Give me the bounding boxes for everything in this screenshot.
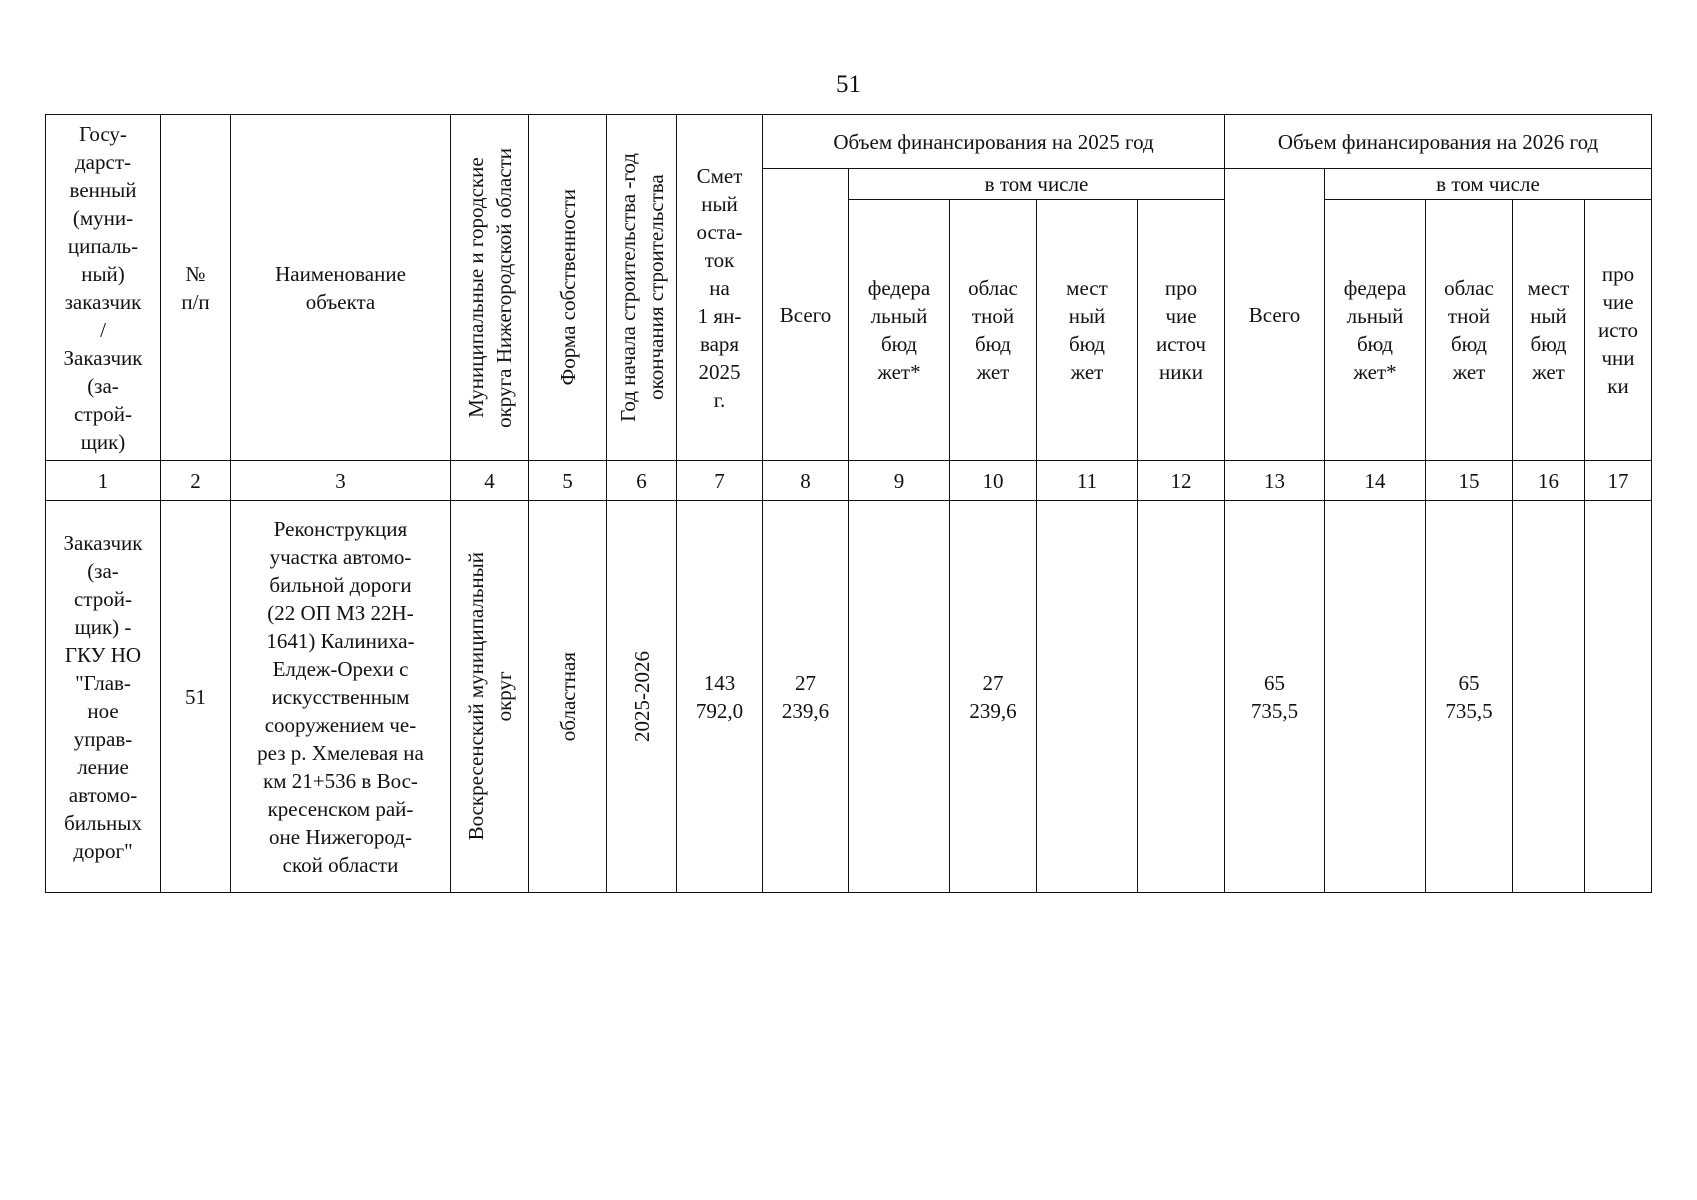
column-number: 14: [1325, 461, 1426, 501]
header-2026-other: про чие исто чни ки: [1585, 200, 1652, 461]
column-number: 11: [1037, 461, 1138, 501]
row-number: 51: [161, 501, 231, 893]
header-2025-local: мест ный бюд жет: [1037, 200, 1138, 461]
header-2026-regional: облас тной бюд жет: [1426, 200, 1513, 461]
header-2025-including: в том числе: [849, 169, 1225, 200]
row-years-cell: [607, 501, 677, 893]
row-2026-federal: [1325, 501, 1426, 893]
column-number: 6: [607, 461, 677, 501]
header-estimate-remainder: Смет ный оста- ток на 1 ян- варя 2025 г.: [677, 115, 763, 461]
row-2025-total: 27 239,6: [763, 501, 849, 893]
column-number: 13: [1225, 461, 1325, 501]
column-number: 8: [763, 461, 849, 501]
header-customer: Госу- дарст- венный (муни- ципаль- ный) заказчик / Заказчик (за- строй- щик): [46, 115, 161, 461]
table-row: [46, 501, 1652, 893]
row-customer: Заказчик (за- строй- щик) - ГКУ НО "Глав- ное управ- ление автомо- бильных дорог": [46, 501, 161, 893]
column-number: 12: [1138, 461, 1225, 501]
row-2025-regional: 27 239,6: [950, 501, 1037, 893]
column-number: 15: [1426, 461, 1513, 501]
row-district: Воскресенский муниципальный округ: [463, 552, 516, 841]
row-2025-federal: [849, 501, 950, 893]
header-2025-regional: облас тной бюд жет: [950, 200, 1037, 461]
row-district-cell: [451, 501, 529, 893]
column-number: 17: [1585, 461, 1652, 501]
column-numbers-row: [46, 461, 1652, 501]
column-number: 10: [950, 461, 1037, 501]
header-group-2026: Объем финансирования на 2026 год: [1225, 115, 1652, 169]
column-number: 9: [849, 461, 950, 501]
header-2025-federal: федера льный бюд жет*: [849, 200, 950, 461]
row-2025-local: [1037, 501, 1138, 893]
row-2026-other: [1585, 501, 1652, 893]
header-2026-local: мест ный бюд жет: [1513, 200, 1585, 461]
financing-table: [45, 114, 1652, 893]
row-estimate-remainder: 143 792,0: [677, 501, 763, 893]
row-2025-other: [1138, 501, 1225, 893]
header-row-1: [46, 115, 1652, 169]
header-2026-including: в том числе: [1325, 169, 1652, 200]
row-years: 2025-2026: [629, 651, 654, 742]
row-2026-local: [1513, 501, 1585, 893]
column-number: 1: [46, 461, 161, 501]
header-group-2025: Объем финансирования на 2025 год: [763, 115, 1225, 169]
header-district: Муниципальные и городские округа Нижегородской области: [463, 147, 516, 428]
header-district-cell: [451, 115, 529, 461]
column-number: 7: [677, 461, 763, 501]
row-object-name: Реконструкция участка автомо- бильной дороги (22 ОП МЗ 22Н- 1641) Калиниха- Елдеж-Орехи с искусственным сооружением че- рез р. Хмелевая на км 21+536 в Вос- кресенском рай- оне Нижегород- ской области: [231, 501, 451, 893]
header-2026-federal: федера льный бюд жет*: [1325, 200, 1426, 461]
row-ownership: областная: [555, 651, 580, 742]
column-number: 3: [231, 461, 451, 501]
header-2025-total: Всего: [763, 169, 849, 461]
header-ownership-cell: [529, 115, 607, 461]
header-2025-other: про чие источ ники: [1138, 200, 1225, 461]
column-number: 16: [1513, 461, 1585, 501]
header-years-cell: [607, 115, 677, 461]
row-ownership-cell: [529, 501, 607, 893]
column-number: 4: [451, 461, 529, 501]
header-years: Год начала строительства -год окончания строительства: [615, 153, 668, 422]
row-2026-total: 65 735,5: [1225, 501, 1325, 893]
header-2026-total: Всего: [1225, 169, 1325, 461]
row-2026-regional: 65 735,5: [1426, 501, 1513, 893]
column-number: 5: [529, 461, 607, 501]
header-ownership: Форма собственности: [555, 189, 580, 386]
page-number: 51: [836, 71, 861, 98]
header-object-name: Наименование объекта: [231, 115, 451, 461]
header-number: № п/п: [161, 115, 231, 461]
column-number: 2: [161, 461, 231, 501]
